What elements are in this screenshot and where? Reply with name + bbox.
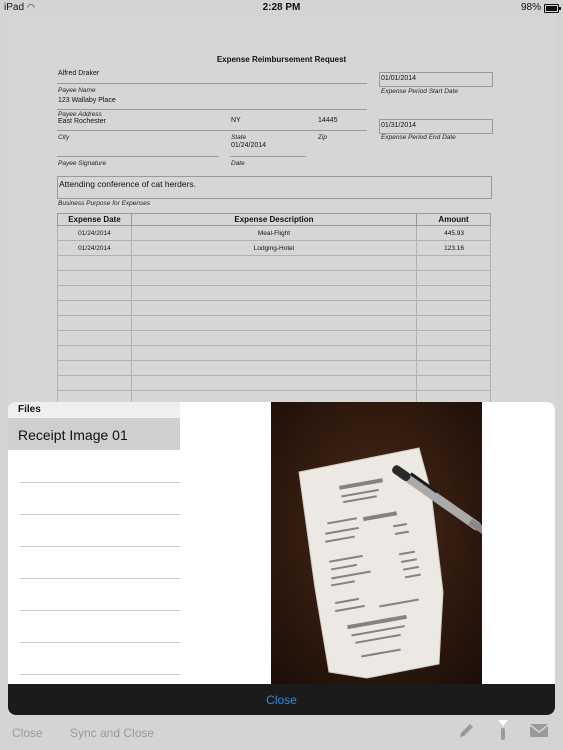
period-start-label: Expense Period Start Date: [381, 88, 458, 95]
cell-empty[interactable]: [417, 286, 491, 301]
table-row-empty[interactable]: [58, 286, 491, 301]
table-row[interactable]: [58, 226, 491, 241]
mail-icon[interactable]: [530, 724, 548, 742]
cell-empty[interactable]: [58, 271, 132, 286]
signature-label: Payee Signature: [58, 160, 107, 167]
file-item-selected[interactable]: Receipt Image 01: [8, 418, 180, 450]
close-button[interactable]: Close: [12, 726, 43, 740]
modal-close-button[interactable]: Close: [266, 693, 297, 707]
city-value[interactable]: East Rochester: [58, 118, 106, 125]
cell-empty[interactable]: [131, 316, 416, 331]
cell-empty[interactable]: [58, 346, 132, 361]
table-row-empty[interactable]: [58, 331, 491, 346]
zip-label: Zip: [318, 134, 328, 141]
table-row-empty[interactable]: [58, 376, 491, 391]
state-label: State: [231, 134, 247, 141]
battery-icon: [544, 4, 559, 13]
battery-percent: 98%: [520, 2, 541, 13]
purpose-value: Attending conference of cat herders.: [59, 179, 197, 189]
payee-name-label: Payee Name: [58, 87, 96, 94]
table-row-empty[interactable]: [58, 346, 491, 361]
cell-empty[interactable]: [131, 376, 416, 391]
city-line: [57, 130, 367, 131]
cell-description[interactable]: Lodging-Hotel: [131, 241, 416, 256]
cell-empty[interactable]: [131, 331, 416, 346]
pencil-icon[interactable]: [457, 722, 475, 745]
files-header: Files: [8, 402, 180, 418]
table-row-empty[interactable]: [58, 271, 491, 286]
address-label: Payee Address: [58, 111, 102, 118]
file-list-divider: [20, 546, 180, 547]
date-value[interactable]: 01/24/2014: [231, 142, 267, 149]
cell-empty[interactable]: [131, 256, 416, 271]
status-bar: [0, 0, 563, 16]
file-list-divider: [20, 578, 180, 579]
signature-line: [57, 156, 219, 157]
status-time: 2:28 PM: [262, 2, 301, 13]
city-label: City: [58, 134, 70, 141]
cell-empty[interactable]: [131, 361, 416, 376]
form-title: Expense Reimbursement Request: [216, 55, 347, 64]
bottom-toolbar: [0, 716, 563, 750]
period-start-value: 01/01/2014: [381, 75, 417, 82]
cell-empty[interactable]: [58, 256, 132, 271]
wifi-icon: ◠: [27, 2, 35, 12]
cell-empty[interactable]: [58, 361, 132, 376]
cell-description[interactable]: Meal-Flight: [131, 226, 416, 241]
receipt-image: [271, 402, 482, 684]
payee-name-value[interactable]: Alfred Draker: [58, 70, 100, 77]
device-name: iPad: [4, 2, 25, 13]
cell-empty[interactable]: [131, 271, 416, 286]
header-amount: Amount: [417, 214, 491, 226]
file-list-divider: [20, 482, 180, 483]
file-list-divider: [20, 610, 180, 611]
file-list-divider: [20, 642, 180, 643]
zip-value[interactable]: 14445: [318, 117, 338, 124]
sync-and-close-button[interactable]: Sync and Close: [70, 726, 155, 740]
payee-name-line: [57, 83, 367, 84]
cell-empty[interactable]: [417, 331, 491, 346]
header-expense-date: Expense Date: [58, 214, 132, 226]
cell-empty[interactable]: [58, 301, 132, 316]
cell-empty[interactable]: [58, 331, 132, 346]
cell-amount[interactable]: 123.16: [417, 241, 491, 256]
period-end-label: Expense Period End Date: [381, 134, 456, 141]
cell-empty[interactable]: [417, 256, 491, 271]
cell-empty[interactable]: [131, 346, 416, 361]
date-label: Date: [231, 160, 245, 167]
file-list-divider: [20, 514, 180, 515]
table-row-empty[interactable]: [58, 316, 491, 331]
purpose-label: Business Purpose for Expenses: [58, 200, 151, 207]
cell-empty[interactable]: [417, 376, 491, 391]
file-preview-modal: [8, 402, 555, 715]
header-expense-description: Expense Description: [131, 214, 416, 226]
table-row-empty[interactable]: [58, 301, 491, 316]
cell-empty[interactable]: [417, 346, 491, 361]
cell-empty[interactable]: [417, 316, 491, 331]
cell-empty[interactable]: [131, 286, 416, 301]
period-end-value: 01/31/2014: [381, 122, 417, 129]
modal-bottom-bar: [8, 684, 555, 715]
attachment-icon[interactable]: [496, 720, 510, 747]
cell-empty[interactable]: [58, 376, 132, 391]
state-value[interactable]: NY: [231, 117, 241, 124]
table-row[interactable]: [58, 241, 491, 256]
cell-empty[interactable]: [417, 271, 491, 286]
address-value[interactable]: 123 Wallaby Place: [58, 97, 116, 104]
file-list-divider: [20, 674, 180, 675]
cell-empty[interactable]: [131, 301, 416, 316]
cell-empty[interactable]: [417, 301, 491, 316]
cell-amount[interactable]: 445.93: [417, 226, 491, 241]
cell-date[interactable]: 01/24/2014: [58, 241, 132, 256]
table-row-empty[interactable]: [58, 361, 491, 376]
table-header-row: [58, 214, 491, 226]
cell-empty[interactable]: [417, 361, 491, 376]
cell-empty[interactable]: [58, 286, 132, 301]
address-line: [57, 109, 367, 110]
cell-date[interactable]: 01/24/2014: [58, 226, 132, 241]
date-line: [230, 156, 306, 157]
cell-empty[interactable]: [58, 316, 132, 331]
table-row-empty[interactable]: [58, 256, 491, 271]
